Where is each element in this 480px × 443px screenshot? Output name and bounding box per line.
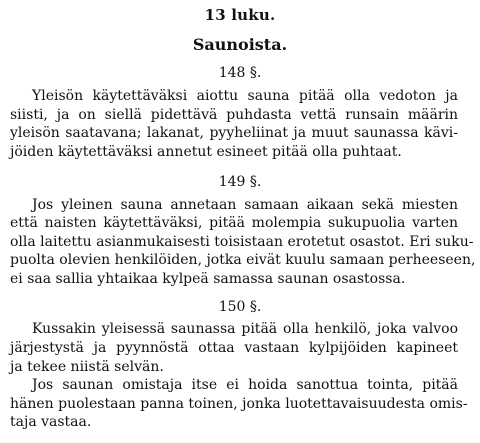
paragraph-line: Yleisön käytettäväksi aiottu sauna pitää olla vedoton ja (32, 88, 458, 104)
chapter-title: Saunoista. (192, 35, 288, 54)
paragraph-line: hänen puolestaan panna toinen, jonka luotettavaisuudesta omis- (10, 396, 468, 412)
paragraph-line: yleisön saatavana; lakanat, pyyheliinat ja muut saunassa kävi- (10, 125, 458, 141)
paragraph-line: Kussakin yleisessä saunassa pitää olla henkilö, joka valvoo (32, 321, 458, 337)
section-148-heading: 148 §. (218, 65, 262, 81)
paragraph-line: puolta olevien henkilöiden, jotka eivät kuulu samaan perheeseen, (10, 252, 476, 268)
chapter-heading: 13 luku. (204, 6, 276, 24)
paragraph-line: olla laitettu asianmukaisesti toisistaan erotetut osastot. Eri suku- (10, 234, 474, 250)
section-149-heading: 149 §. (218, 174, 262, 190)
paragraph-line: Jos yleinen sauna annetaan samaan aikaan sekä miesten (32, 197, 458, 213)
paragraph-line: ei saa sallia yhtaikaa kylpeä samassa saunan osastossa. (10, 271, 406, 287)
section-150-heading: 150 §. (218, 299, 262, 315)
paragraph-line: järjestystä ja pyynnöstä ottaa vastaan kylpijöiden kapineet (10, 340, 458, 356)
paragraph-line: siisti, ja on siellä pidettävä puhdasta vettä runsain määrin (10, 107, 458, 123)
paragraph-line: ja tekee niistä selvän. (10, 359, 164, 375)
paragraph-line: että naisten käytettäväksi, pitää molempia sukupuolia varten (10, 215, 458, 231)
paragraph-line: taja vastaa. (10, 414, 92, 430)
paragraph-line: Jos saunan omistaja itse ei hoida sanottua tointa, pitää (32, 377, 458, 393)
paragraph-line: jöiden käytettäväksi annetut esineet pitää olla puhtaat. (10, 144, 402, 160)
